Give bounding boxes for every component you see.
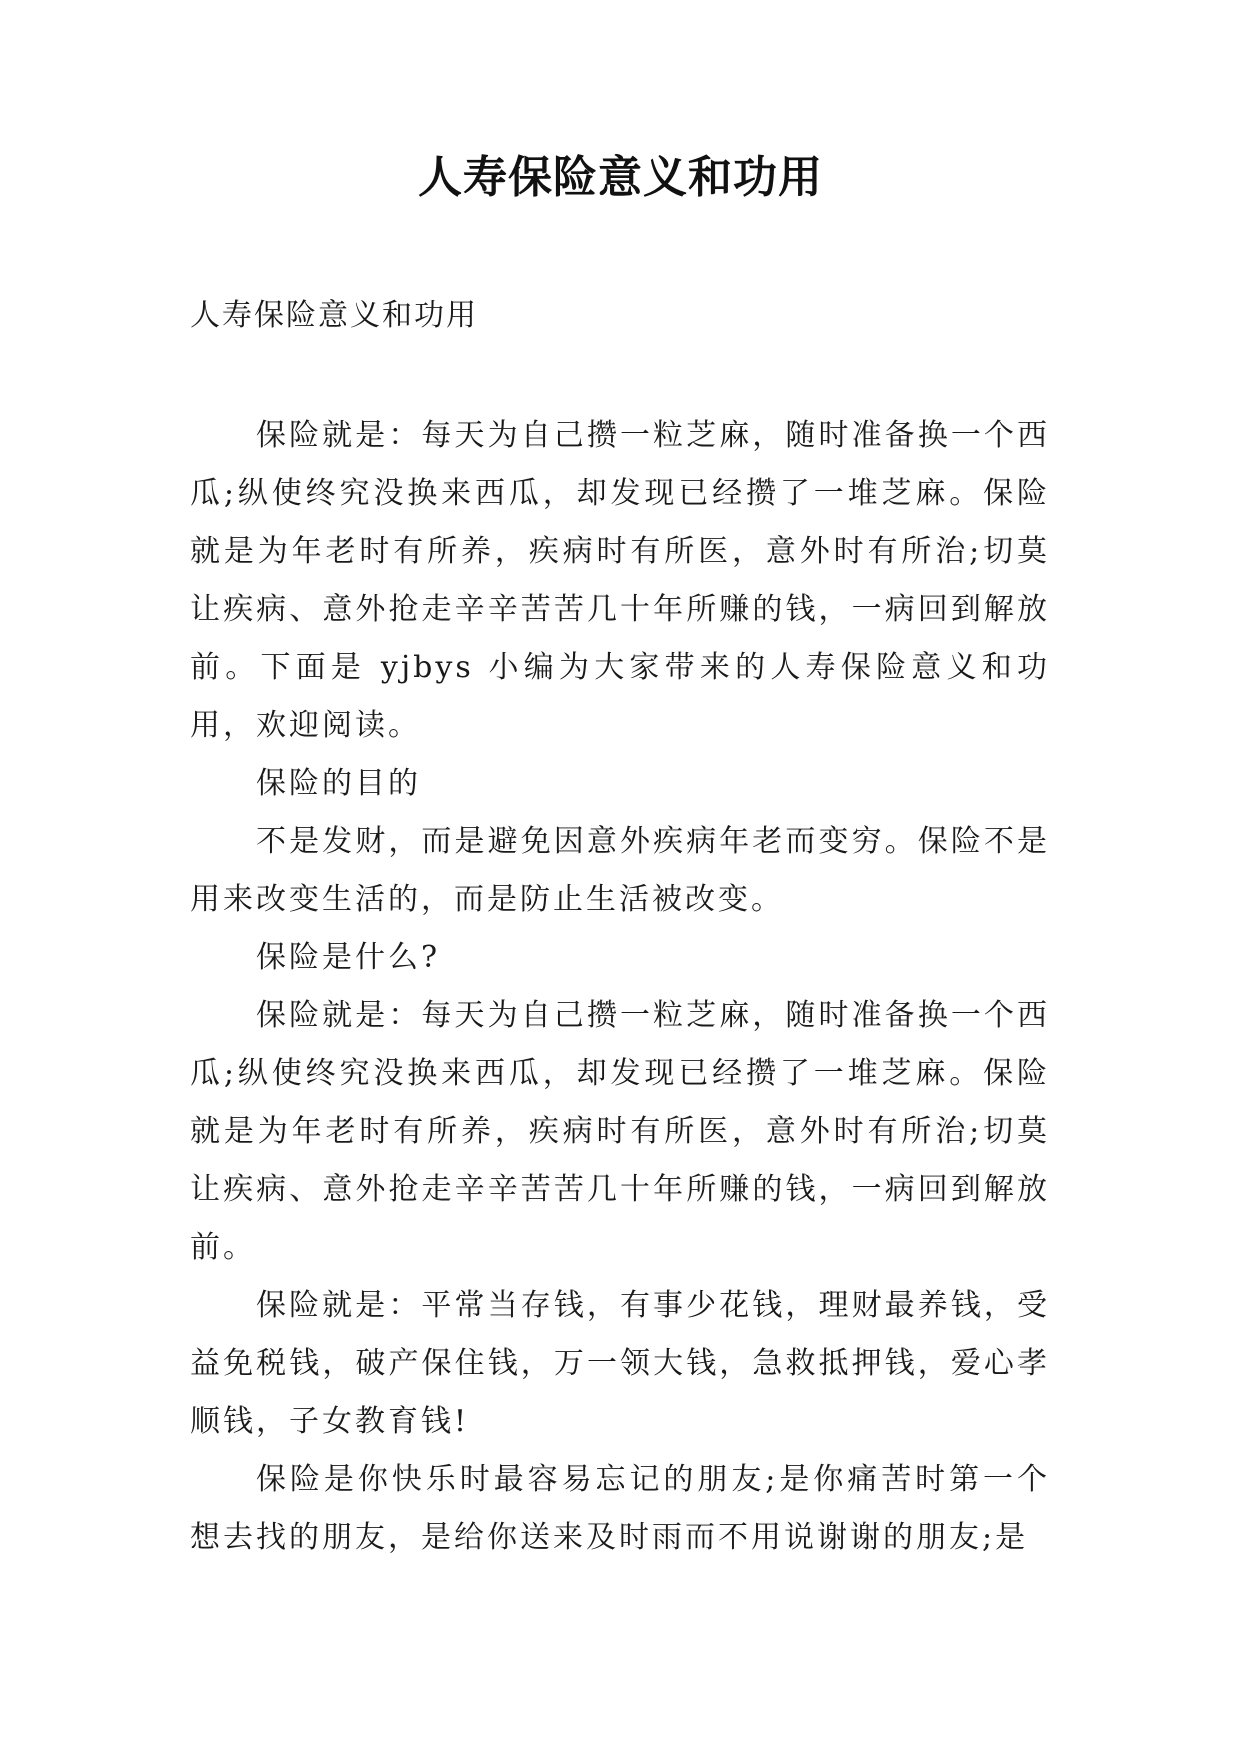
paragraph: 保险就是：平常当存钱，有事少花钱，理财最养钱，受益免税钱，破产保住钱，万一领大钱，急救抵押钱，爱心孝顺钱，子女教育钱!: [190, 1288, 1050, 1439]
document-body: [190, 407, 1050, 1567]
paragraph: 保险就是：每天为自己攒一粒芝麻，随时准备换一个西瓜;纵使终究没换来西瓜，却发现已经攒了一堆芝麻。保险就是为年老时有所养，疾病时有所医，意外时有所治;切莫让疾病、意外抢走辛辛苦苦几十年所赚的钱，一病回到解放前。: [190, 998, 1050, 1265]
document-title: 人寿保险意义和功用: [418, 152, 823, 203]
paragraph: 保险就是：每天为自己攒一粒芝麻，随时准备换一个西瓜;纵使终究没换来西瓜，却发现已经攒了一堆芝麻。保险就是为年老时有所养，疾病时有所医，意外时有所治;切莫让疾病、意外抢走辛辛苦苦几十年所赚的钱，一病回到解放前。下面是 yjbys 小编为大家带来的人寿保险意义和功用，欢迎阅读。: [190, 418, 1050, 743]
document-subtitle: 人寿保险意义和功用: [190, 298, 478, 333]
section-heading: 保险的目的: [256, 766, 421, 801]
paragraph: 保险是你快乐时最容易忘记的朋友;是你痛苦时第一个想去找的朋友，是给你送来及时雨而不用说谢谢的朋友;是: [190, 1462, 1050, 1555]
paragraph: 不是发财，而是避免因意外疾病年老而变穷。保险不是用来改变生活的，而是防止生活被改变。: [190, 824, 1050, 917]
section-heading: 保险是什么?: [256, 940, 441, 975]
